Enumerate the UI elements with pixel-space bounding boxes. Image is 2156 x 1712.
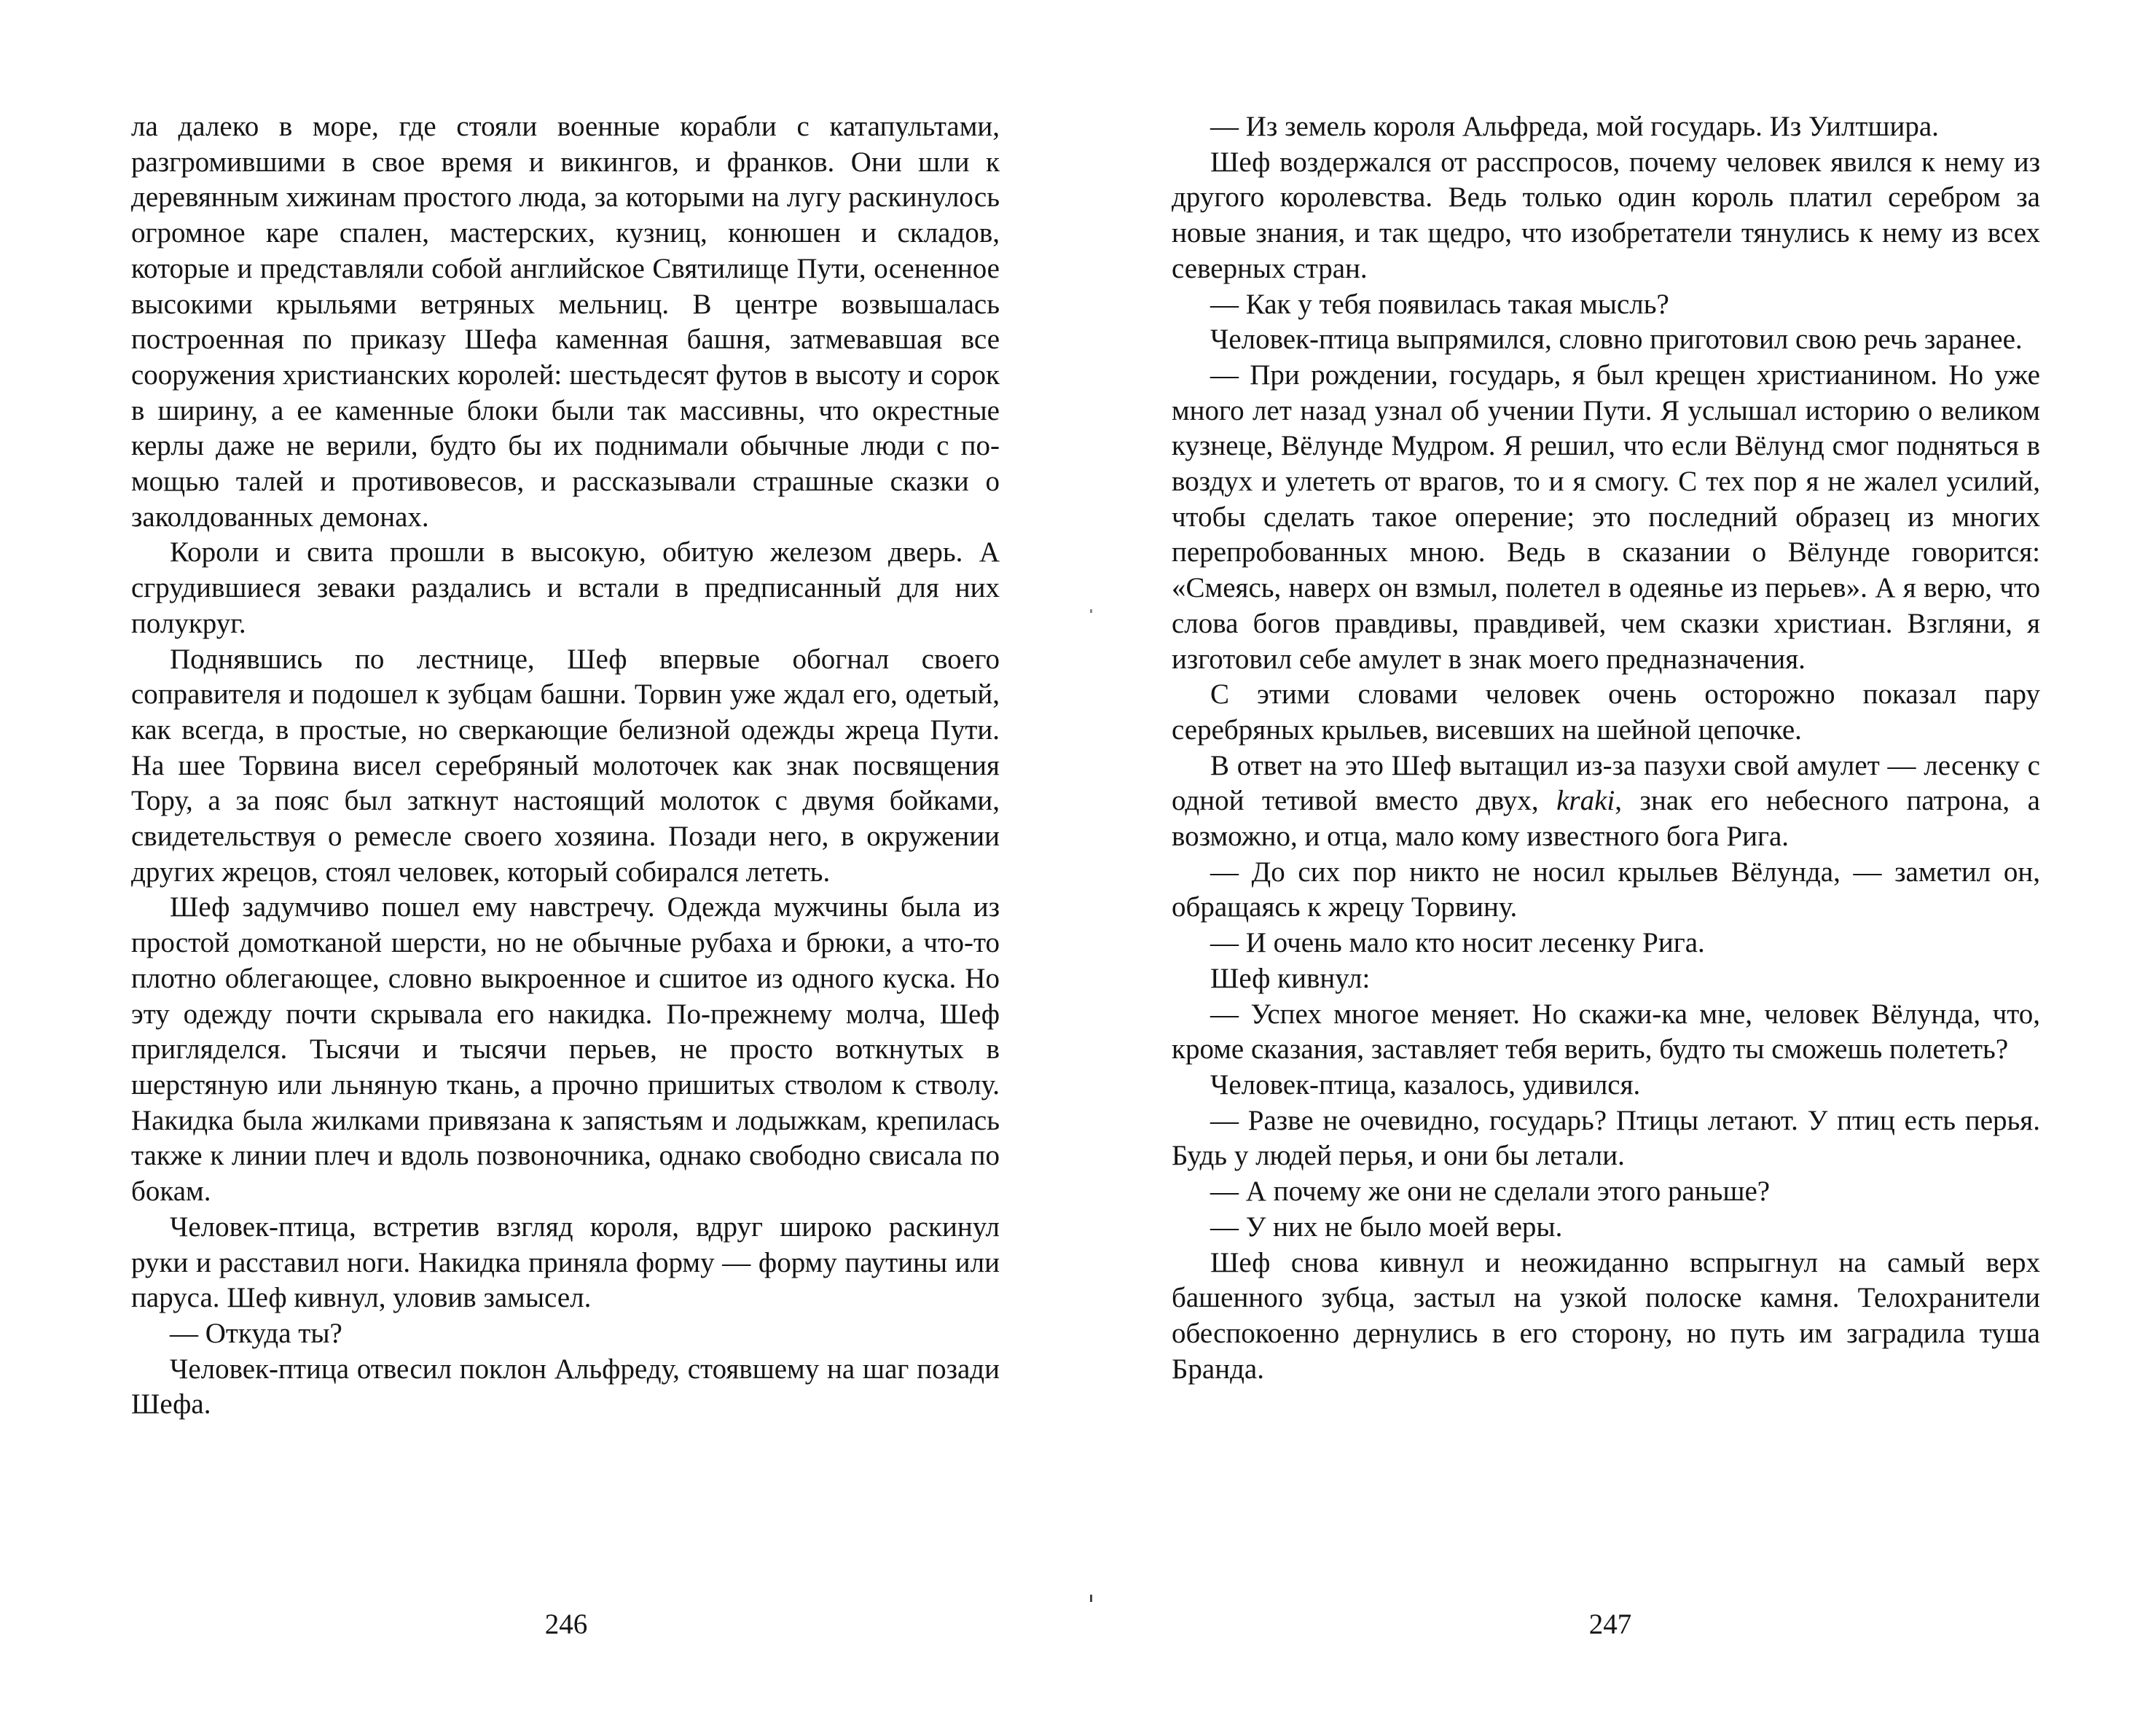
italic-word: kraki xyxy=(1556,785,1615,817)
left-page-text xyxy=(131,109,1000,1423)
paragraph: Человек-птица выпрямился, словно приготовил свою речь заранее. xyxy=(1210,324,2023,356)
dialogue-line: — Разве не очевидно, государь? Птицы летают. У птиц есть перья. Будь у людей перья, и они бы летали. xyxy=(1172,1104,2040,1172)
paragraph: С этими словами человек очень осторожно показал пару серебряных крыльев, висевших на шейной цепочке. xyxy=(1172,679,2040,746)
dialogue-line: — Как у тебя появилась такая мысль? xyxy=(1210,288,1669,320)
dialogue-line: — При рождении, государь, я был крещен христианином. Но уже много лет назад узнал об учении Пути. Я услышал историю о великом кузнеце, Вёлунде Мудром. Я решил, что если Вёлунд смог подняться в воздух и улететь от врагов, то и я смогу. С тех пор я не жалел усилий, чтобы сделать такое оперение; это последний образец из многих перепробованных мною. Ведь в сказании о Вёлунде говорится: «Смеясь, наверх он взмыл, полетел в одеянье из перьев». А я верю, что слова богов правдивы, правдивей, чем сказки христиан. Взгляни, я изготовил себе амулет в знак моего предназначения. xyxy=(1172,359,2040,675)
paragraph-text-before: В ответ на это Шеф вытащил из-за пазухи свой амулет — лесенку с одной тетивой вместо двух, xyxy=(1172,749,2040,817)
scan-speck xyxy=(1090,609,1092,613)
dialogue-line: — И очень мало кто носит лесенку Рига. xyxy=(1210,927,1705,959)
dialogue-line: — Откуда ты? xyxy=(170,1317,342,1349)
dialogue-line: — До сих пор никто не носил крыльев Вёлунда, — заметил он, обращаясь к жрецу Торвину. xyxy=(1172,856,2040,923)
paragraph: Человек-птица, казалось, удивился. xyxy=(1210,1068,1641,1101)
paragraph: Шеф кивнул: xyxy=(1210,962,1371,994)
right-page-text xyxy=(1172,109,2040,1387)
paragraph: Человек-птица, встретив взгляд короля, вдруг широко раскинул руки и расставил ноги. Накидка приняла форму — форму паутины или паруса. Шеф кивнул, уловив замысел. xyxy=(131,1211,1000,1314)
paragraph: Человек-птица отвесил поклон Альфреду, стоявшему на шаг позади Шефа. xyxy=(131,1353,1000,1420)
dialogue-line: — А почему же они не сделали этого раньше? xyxy=(1210,1176,1771,1208)
paragraph: Короли и свита прошли в высокую, обитую железом дверь. А сгрудившиеся зеваки раздались и встали в предписанный для них полукруг. xyxy=(131,536,1000,639)
paragraph: Шеф воздержался от расспросов, почему человек явился к нему из другого королевства. Ведь только один король платил серебром за новые знания, и так щедро, что изобретатели тянулись к нему из всех северных стран. xyxy=(1172,146,2040,284)
paragraph: Поднявшись по лестнице, Шеф впервые обогнал своего соправителя и подошел к зубцам башни. Торвин уже ждал его, одетый, как всегда, в простые, но сверкающие белизной одежды жреца Пути. На шее Торвина висел серебряный молоточек как знак посвящения Тору, а за пояс был заткнут настоящий молоток с двумя бойками, свидетельствуя о ремесле своего хозяина. Позади него, в окружении других жрецов, стоял человек, который собирался лететь. xyxy=(131,643,1000,888)
dialogue-line: — Из земель короля Альфреда, мой государь. Из Уилтшира. xyxy=(1210,111,1939,142)
scan-speck xyxy=(1090,1595,1092,1602)
paragraph: Шеф снова кивнул и неожиданно вспрыгнул на самый верх башенного зубца, застыл на узкой полоске камня. Телохранители обеспокоенно дернулись в его сторону, но путь им заградила туша Бранда. xyxy=(1172,1246,2040,1385)
dialogue-line: — У них не было моей веры. xyxy=(1210,1211,1563,1243)
paragraph: ла далеко в море, где стояли военные корабли с катапультами, разгромившими в свое время и викингов, и франков. Они шли к деревянным хижинам простого люда, за которыми на лугу раскинулось огромное каре спален, мастерских, кузниц, конюшен и складов, которые и представляли собой английское Святилище Пути, осененное высокими крыльями ветряных мельниц. В центре возвышалась построенная по приказу Шефа каменная башня, затмевавшая все сооружения христианских королей: шестьдесят футов в высоту и сорок в ширину, а ее каменные блоки были так массивны, что окрестные керлы даже не верили, будто бы их поднимали обычные люди с помощью талей и противовесов, и рассказывали страшные сказки о заколдованных демонах. xyxy=(131,111,1000,533)
paragraph: Шеф задумчиво пошел ему навстречу. Одежда мужчины была из простой домотканой шерсти, но не обычные рубаха и брюки, а что-то плотно облегающее, словно выкроенное и сшитое из одного куска. Но эту одежду почти скрывала его накидка. По-прежнему молча, Шеф пригляделся. Тысячи и тысячи перьев, не просто воткнутых в шерстяную или льняную ткань, а прочно пришитых стволом к стволу. Накидка была жилками привязана к запястьям и лодыжкам, крепилась также к линии плеч и вдоль позвоночника, однако свободно свисала по бокам. xyxy=(131,891,1000,1208)
paragraph-text-after: , знак его небесного патрона, а возможно, и отца, мало кому известного бога Рига. xyxy=(1172,785,2040,853)
page-number-right: 247 xyxy=(1588,1609,1632,1640)
paragraph xyxy=(1172,748,2040,855)
dialogue-line: — Успех многое меняет. Но скажи-ка мне, человек Вёлунда, что, кроме сказания, заставляет тебя верить, будто ты сможешь полететь? xyxy=(1172,998,2040,1066)
page-number-left: 246 xyxy=(544,1609,588,1640)
